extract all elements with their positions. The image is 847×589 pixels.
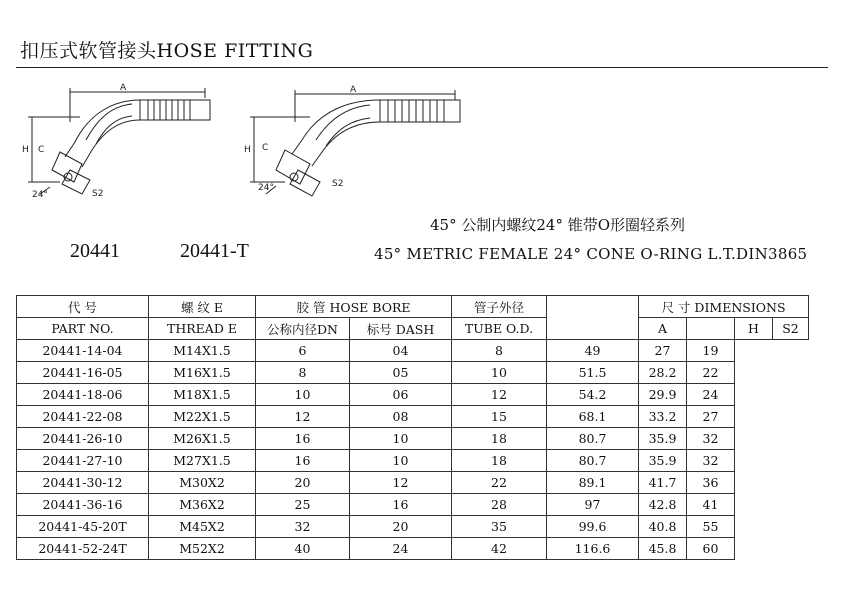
cell-dn: 10 xyxy=(256,384,350,406)
cell-a: 68.1 xyxy=(547,406,639,428)
cell-part-no: 20441-45-20T xyxy=(17,516,149,538)
cell-h: 35.9 xyxy=(639,450,687,472)
dim-h-label: H xyxy=(244,145,251,155)
table-gap xyxy=(547,296,639,340)
cell-h: 35.9 xyxy=(639,428,687,450)
cell-tube-od: 22 xyxy=(452,472,547,494)
cell-dn: 25 xyxy=(256,494,350,516)
fitting-drawing-20441-T xyxy=(240,82,470,202)
cell-part-no: 20441-27-10 xyxy=(17,450,149,472)
col-hose-bore: 胶 管 HOSE BORE xyxy=(256,296,452,318)
cell-tube-od: 28 xyxy=(452,494,547,516)
cell-thread: M14X1.5 xyxy=(149,340,256,362)
table-row xyxy=(17,538,809,560)
cell-dn: 32 xyxy=(256,516,350,538)
dim-a-label: A xyxy=(120,83,127,93)
col-dash: 标号 DASH xyxy=(350,318,452,340)
table-header-row xyxy=(17,318,809,340)
cell-thread: M36X2 xyxy=(149,494,256,516)
cell-dash: 16 xyxy=(350,494,452,516)
cell-tube-od: 35 xyxy=(452,516,547,538)
fitting-drawing-20441 xyxy=(20,82,220,202)
cell-dn: 40 xyxy=(256,538,350,560)
cell-tube-od: 15 xyxy=(452,406,547,428)
cell-thread: M18X1.5 xyxy=(149,384,256,406)
angle-label: 24° xyxy=(32,190,48,200)
col-a: A xyxy=(639,318,687,340)
cell-dash: 10 xyxy=(350,450,452,472)
col-dimensions: 尺 寸 DIMENSIONS xyxy=(639,296,809,318)
col-dn: 公称内径DN xyxy=(256,318,350,340)
title-rule xyxy=(16,67,828,68)
cell-dash: 05 xyxy=(350,362,452,384)
cell-part-no: 20441-22-08 xyxy=(17,406,149,428)
table-row xyxy=(17,340,809,362)
cell-dash: 08 xyxy=(350,406,452,428)
cell-a: 80.7 xyxy=(547,428,639,450)
table-row xyxy=(17,428,809,450)
cell-dn: 6 xyxy=(256,340,350,362)
cell-s2: 32 xyxy=(687,450,735,472)
description-cn: 45° 公制内螺纹24° 锥带O形圈轻系列 xyxy=(430,216,686,234)
cell-tube-od: 18 xyxy=(452,450,547,472)
cell-thread: M27X1.5 xyxy=(149,450,256,472)
dim-s2-label: S2 xyxy=(92,189,104,199)
cell-part-no: 20441-36-16 xyxy=(17,494,149,516)
cell-h: 42.8 xyxy=(639,494,687,516)
angle-label: 24° xyxy=(258,183,274,193)
cell-h: 45.8 xyxy=(639,538,687,560)
cell-dash: 12 xyxy=(350,472,452,494)
description-en: 45° METRIC FEMALE 24° CONE O-RING L.T.DIN3865 xyxy=(374,245,808,263)
cell-s2: 41 xyxy=(687,494,735,516)
cell-a: 80.7 xyxy=(547,450,639,472)
cell-h: 27 xyxy=(639,340,687,362)
cell-tube-od: 18 xyxy=(452,428,547,450)
col-s2: S2 xyxy=(773,318,809,340)
col-part-cn: 代 号 xyxy=(17,296,149,318)
table-row xyxy=(17,406,809,428)
cell-thread: M30X2 xyxy=(149,472,256,494)
dim-c-label: C xyxy=(38,145,45,155)
col-h: H xyxy=(735,318,773,340)
cell-part-no: 20441-18-06 xyxy=(17,384,149,406)
col-blank xyxy=(687,318,735,340)
cell-part-no: 20441-26-10 xyxy=(17,428,149,450)
dim-s2-label: S2 xyxy=(332,179,344,189)
cell-dash: 20 xyxy=(350,516,452,538)
cell-part-no: 20441-14-04 xyxy=(17,340,149,362)
cell-s2: 60 xyxy=(687,538,735,560)
table-row xyxy=(17,384,809,406)
cell-s2: 19 xyxy=(687,340,735,362)
cell-dash: 24 xyxy=(350,538,452,560)
cell-dn: 16 xyxy=(256,450,350,472)
table-row xyxy=(17,472,809,494)
col-part-no: PART NO. xyxy=(17,318,149,340)
cell-a: 54.2 xyxy=(547,384,639,406)
dim-h-label: H xyxy=(22,145,29,155)
cell-s2: 36 xyxy=(687,472,735,494)
cell-a: 51.5 xyxy=(547,362,639,384)
cell-tube-od: 12 xyxy=(452,384,547,406)
part-code-t: 20441-T xyxy=(180,240,249,262)
cell-a: 99.6 xyxy=(547,516,639,538)
page-title: 扣压式软管接头HOSE FITTING xyxy=(20,40,314,62)
cell-h: 40.8 xyxy=(639,516,687,538)
cell-dn: 16 xyxy=(256,428,350,450)
cell-a: 97 xyxy=(547,494,639,516)
cell-tube-od: 10 xyxy=(452,362,547,384)
cell-thread: M52X2 xyxy=(149,538,256,560)
cell-dn: 8 xyxy=(256,362,350,384)
cell-dash: 10 xyxy=(350,428,452,450)
cell-part-no: 20441-30-12 xyxy=(17,472,149,494)
cell-a: 116.6 xyxy=(547,538,639,560)
col-tube-od: TUBE O.D. xyxy=(452,318,547,340)
cell-dash: 06 xyxy=(350,384,452,406)
cell-s2: 22 xyxy=(687,362,735,384)
table-row xyxy=(17,362,809,384)
table-row xyxy=(17,450,809,472)
table-row xyxy=(17,516,809,538)
dim-c-label: C xyxy=(262,143,269,153)
table-header-row xyxy=(17,296,809,318)
cell-h: 41.7 xyxy=(639,472,687,494)
cell-tube-od: 42 xyxy=(452,538,547,560)
cell-s2: 32 xyxy=(687,428,735,450)
col-thread-cn: 螺 纹 E xyxy=(149,296,256,318)
cell-thread: M22X1.5 xyxy=(149,406,256,428)
cell-thread: M45X2 xyxy=(149,516,256,538)
cell-s2: 55 xyxy=(687,516,735,538)
cell-a: 49 xyxy=(547,340,639,362)
dim-a-label: A xyxy=(350,85,357,95)
cell-thread: M26X1.5 xyxy=(149,428,256,450)
cell-dn: 20 xyxy=(256,472,350,494)
cell-thread: M16X1.5 xyxy=(149,362,256,384)
col-thread: THREAD E xyxy=(149,318,256,340)
cell-s2: 27 xyxy=(687,406,735,428)
table-row xyxy=(17,494,809,516)
cell-h: 33.2 xyxy=(639,406,687,428)
cell-h: 28.2 xyxy=(639,362,687,384)
cell-part-no: 20441-16-05 xyxy=(17,362,149,384)
cell-h: 29.9 xyxy=(639,384,687,406)
part-code: 20441 xyxy=(70,240,120,262)
cell-dn: 12 xyxy=(256,406,350,428)
cell-dash: 04 xyxy=(350,340,452,362)
spec-table xyxy=(16,295,809,560)
cell-s2: 24 xyxy=(687,384,735,406)
cell-part-no: 20441-52-24T xyxy=(17,538,149,560)
cell-tube-od: 8 xyxy=(452,340,547,362)
cell-a: 89.1 xyxy=(547,472,639,494)
col-tube-cn: 管子外径 xyxy=(452,296,547,318)
